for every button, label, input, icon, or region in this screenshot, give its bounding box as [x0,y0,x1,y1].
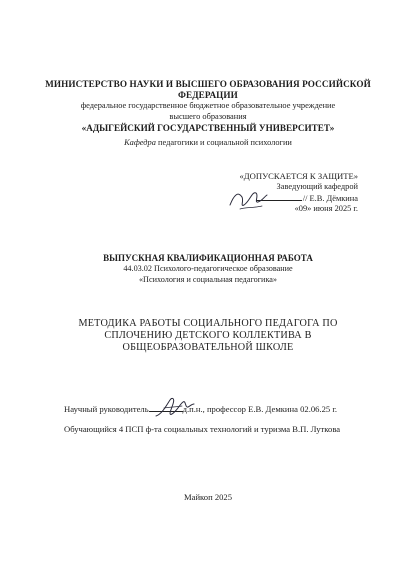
department-name: педагогики и социальной психологии [158,138,292,147]
student-line: Обучающийся 4 ПСП ф-та социальных технологий и туризма В.П. Луткова [64,424,341,434]
institution-header [0,79,416,150]
head-position: Заведующий кафедрой [276,182,358,191]
topic-line-2: СПЛОЧЕНИЮ ДЕТСКОГО КОЛЛЕКТИВА В [104,330,312,341]
education-level-line: высшего образования [169,111,247,121]
handwritten-signature-supervisor [152,392,196,422]
study-profile: «Психология и социальная педагогика» [138,274,278,284]
ministry-line-1: МИНИСТЕРСТВО НАУКИ И ВЫСШЕГО ОБРАЗОВАНИЯ РОССИЙСКОЙ [45,79,371,89]
supervisor-line [64,404,337,415]
work-type: ВЫПУСКНАЯ КВАЛИФИКАЦИОННАЯ РАБОТА [103,253,313,263]
supervisor-label: Научный руководитель [64,404,149,414]
ministry-line-2: ФЕДЕРАЦИИ [178,90,238,100]
work-info [0,253,416,285]
approval-status: «ДОПУСКАЕТСЯ К ЗАЩИТЕ» [239,171,358,181]
approval-date: «09» июня 2025 г. [294,204,358,213]
topic-line-3: ОБЩЕОБРАЗОВАТЕЛЬНОЙ ШКОЛЕ [122,342,294,353]
university-name: «АДЫГЕЙСКИЙ ГОСУДАРСТВЕННЫЙ УНИВЕРСИТЕТ» [81,123,335,133]
supervisor-details: д.п.н., профессор Е.В. Демкина 02.06.25 г. [182,404,338,414]
department-line [0,136,416,150]
thesis-topic [0,318,416,354]
department-label: Кафедра [124,138,156,147]
handwritten-signature-head [226,185,270,213]
topic-line-1: МЕТОДИКА РАБОТЫ СОЦИАЛЬНОГО ПЕДАГОГА ПО [78,318,338,329]
institution-type-line: федеральное государственное бюджетное образовательное учреждение [80,101,336,110]
head-name: // Е.В. Дёмкина [302,193,358,203]
city-year: Майкоп 2025 [183,492,233,502]
study-direction: 44.03.02 Психолого-педагогическое образование [123,264,293,273]
